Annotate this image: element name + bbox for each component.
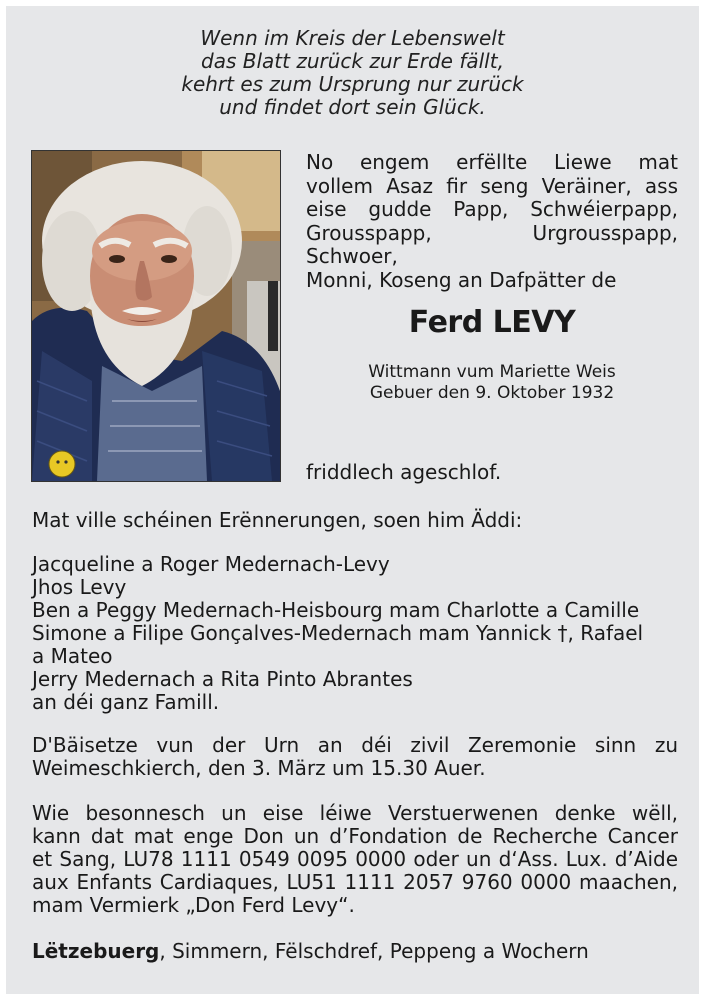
portrait-photo bbox=[31, 150, 281, 482]
family-line: a Mateo bbox=[32, 644, 113, 668]
donation-line: et Sang, LU78 1111 0549 0095 0000 oder un d‘Ass. Lux. d’Aide bbox=[32, 847, 678, 871]
family-line: Jerry Medernach a Rita Pinto Abrantes bbox=[32, 667, 413, 691]
born-line: Gebuer den 9. Oktober 1932 bbox=[369, 383, 615, 403]
intro-line: eise gudde Papp, Schwéierpapp, bbox=[306, 197, 678, 221]
widower-line: Wittmann vum Mariette Weis bbox=[368, 362, 616, 382]
family-line: Jhos Levy bbox=[32, 575, 127, 599]
passed-away-text: friddlech ageschlof. bbox=[306, 460, 502, 484]
ceremony-line: Weimeschkierch, den 3. März um 15.30 Auer. bbox=[32, 756, 486, 780]
family-line: Simone a Filipe Gonçalves-Medernach mam Yannick †, Rafael bbox=[32, 621, 644, 645]
donation-line: Wie besonnesch un eise léiwe Verstuerwenen denke wëll, bbox=[32, 801, 678, 825]
deceased-details bbox=[306, 362, 678, 404]
family-line: Jacqueline a Roger Medernach-Levy bbox=[32, 552, 390, 576]
donation-line: mam Vermierk „Don Ferd Levy“. bbox=[32, 893, 355, 917]
intro-line: Monni, Koseng an Dafpätter de bbox=[306, 267, 617, 292]
ceremony-line: D'Bäisetze vun der Urn an déi zivil Zeremonie sinn zu bbox=[32, 733, 678, 757]
intro-text bbox=[306, 151, 678, 292]
donation-text bbox=[32, 802, 678, 917]
family-line: Ben a Peggy Medernach-Heisbourg mam Charlotte a Camille bbox=[32, 598, 640, 622]
family-list bbox=[32, 553, 678, 714]
places-first: Lëtzebuerg bbox=[32, 939, 160, 963]
poem bbox=[6, 27, 699, 119]
intro-line: Grousspapp, Urgrousspapp, Schwoer, bbox=[306, 220, 678, 268]
memories-text: Mat ville schéinen Erënnerungen, soen him Äddi: bbox=[32, 508, 523, 532]
donation-line: kann dat mat enge Don un d’Fondation de Recherche Cancer bbox=[32, 824, 678, 848]
ceremony-text bbox=[32, 734, 678, 780]
donation-line: aux Enfants Cardiaques, LU51 1111 2057 9760 0000 maachen, bbox=[32, 870, 678, 894]
intro-line: No engem erfëllte Liewe mat bbox=[306, 150, 678, 174]
places-rest: , Simmern, Fëlschdref, Peppeng a Wochern bbox=[159, 939, 589, 963]
poem-line: kehrt es zum Ursprung nur zurück bbox=[181, 72, 524, 96]
poem-line: Wenn im Kreis der Lebenswelt bbox=[200, 26, 505, 50]
places-line bbox=[32, 940, 678, 963]
deceased-name: Ferd LEVY bbox=[408, 305, 576, 340]
poem-line: und findet dort sein Glück. bbox=[219, 95, 486, 119]
obituary-notice bbox=[6, 6, 699, 994]
family-line: an déi ganz Famill. bbox=[32, 690, 220, 714]
poem-line: das Blatt zurück zur Erde fällt, bbox=[201, 49, 504, 73]
intro-line: vollem Asaz fir seng Veräiner, ass bbox=[306, 173, 678, 198]
